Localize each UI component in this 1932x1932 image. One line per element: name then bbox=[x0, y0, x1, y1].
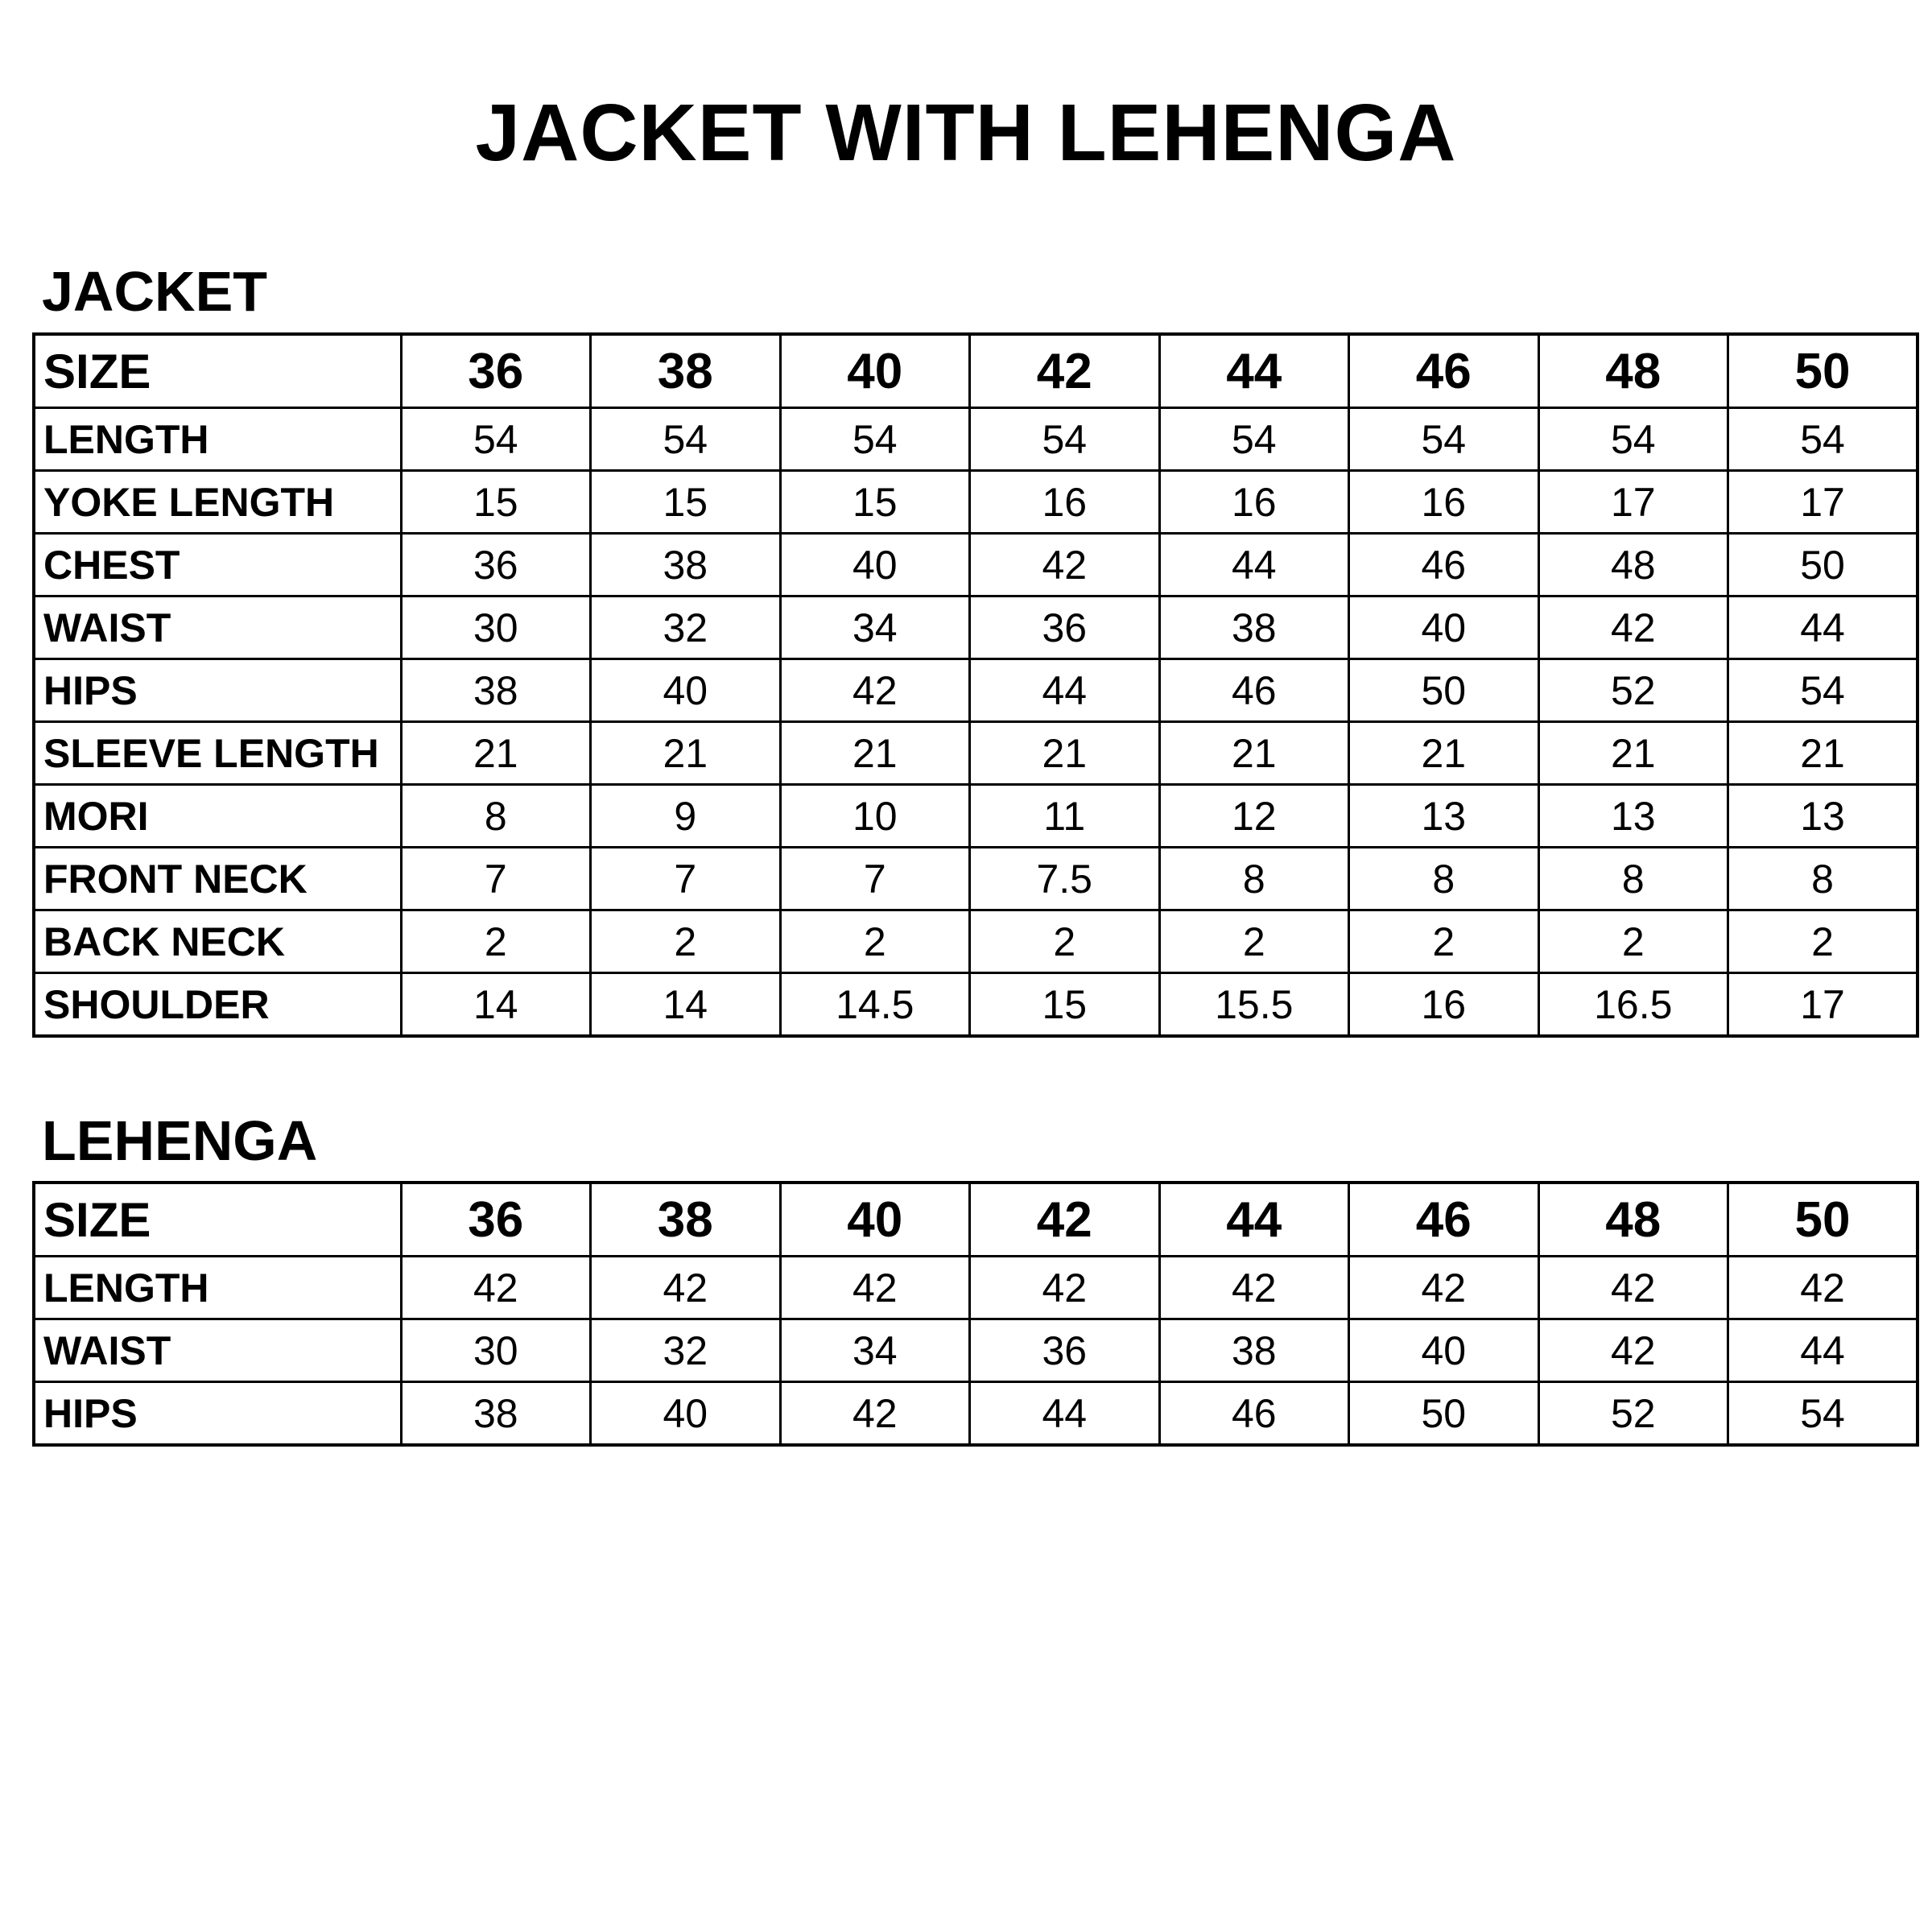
table-cell: 42 bbox=[970, 1257, 1160, 1319]
table-cell: 46 bbox=[1159, 659, 1349, 722]
table-cell: 8 bbox=[1538, 848, 1728, 910]
table-cell: 42 bbox=[780, 659, 970, 722]
table-row bbox=[34, 534, 1918, 597]
table-cell: 2 bbox=[591, 910, 781, 973]
table-cell: 21 bbox=[1159, 722, 1349, 785]
table-cell: 17 bbox=[1538, 471, 1728, 534]
table-cell: 40 bbox=[1349, 597, 1539, 659]
table-header-row bbox=[34, 1183, 1918, 1257]
row-label: MORI bbox=[34, 785, 401, 848]
table-cell: 52 bbox=[1538, 1382, 1728, 1446]
table-cell: 44 bbox=[970, 659, 1160, 722]
table-cell: 42 bbox=[1349, 1257, 1539, 1319]
table-cell: 46 bbox=[1349, 534, 1539, 597]
table-cell: 14.5 bbox=[780, 973, 970, 1037]
table-cell: 8 bbox=[1728, 848, 1918, 910]
table-cell: 42 bbox=[780, 1257, 970, 1319]
table-cell: 14 bbox=[591, 973, 781, 1037]
table-cell: 42 bbox=[1538, 1257, 1728, 1319]
table-cell: 34 bbox=[780, 1319, 970, 1382]
table-cell: 13 bbox=[1538, 785, 1728, 848]
table-cell: 2 bbox=[401, 910, 591, 973]
table-cell: 42 bbox=[1538, 597, 1728, 659]
table-row bbox=[34, 910, 1918, 973]
table-cell: 54 bbox=[1349, 408, 1539, 471]
table-cell: 12 bbox=[1159, 785, 1349, 848]
table-cell: 48 bbox=[1538, 534, 1728, 597]
table-cell: 10 bbox=[780, 785, 970, 848]
table-cell: 2 bbox=[970, 910, 1160, 973]
row-label: HIPS bbox=[34, 659, 401, 722]
table-cell: 8 bbox=[1349, 848, 1539, 910]
table-cell: 21 bbox=[780, 722, 970, 785]
table-cell: 14 bbox=[401, 973, 591, 1037]
table-cell: 44 bbox=[1728, 1319, 1918, 1382]
size-header-cell: 38 bbox=[591, 334, 781, 408]
table-cell: 50 bbox=[1728, 534, 1918, 597]
table-cell: 38 bbox=[401, 659, 591, 722]
table-row bbox=[34, 1382, 1918, 1446]
table-cell: 52 bbox=[1538, 659, 1728, 722]
size-header-cell: 44 bbox=[1159, 1183, 1349, 1257]
size-header-cell: 36 bbox=[401, 1183, 591, 1257]
table-cell: 15 bbox=[591, 471, 781, 534]
table-cell: 38 bbox=[591, 534, 781, 597]
size-header-cell: 42 bbox=[970, 1183, 1160, 1257]
size-header-cell: 50 bbox=[1728, 1183, 1918, 1257]
table-cell: 54 bbox=[780, 408, 970, 471]
table-cell: 42 bbox=[780, 1382, 970, 1446]
table-cell: 7.5 bbox=[970, 848, 1160, 910]
size-header-cell: 48 bbox=[1538, 1183, 1728, 1257]
table-cell: 16 bbox=[1349, 973, 1539, 1037]
size-header-cell: 44 bbox=[1159, 334, 1349, 408]
table-row bbox=[34, 722, 1918, 785]
table-cell: 44 bbox=[1728, 597, 1918, 659]
table-row bbox=[34, 1257, 1918, 1319]
size-header-cell: 40 bbox=[780, 334, 970, 408]
table-cell: 42 bbox=[1728, 1257, 1918, 1319]
table-cell: 8 bbox=[401, 785, 591, 848]
table-cell: 38 bbox=[401, 1382, 591, 1446]
table-cell: 16.5 bbox=[1538, 973, 1728, 1037]
table-cell: 21 bbox=[970, 722, 1160, 785]
table-cell: 54 bbox=[1728, 1382, 1918, 1446]
table-cell: 32 bbox=[591, 1319, 781, 1382]
table-cell: 30 bbox=[401, 1319, 591, 1382]
table-cell: 38 bbox=[1159, 597, 1349, 659]
row-label: FRONT NECK bbox=[34, 848, 401, 910]
table-cell: 54 bbox=[970, 408, 1160, 471]
table-row bbox=[34, 471, 1918, 534]
table-cell: 54 bbox=[1728, 408, 1918, 471]
table-cell: 40 bbox=[591, 659, 781, 722]
table-row bbox=[34, 659, 1918, 722]
table-cell: 2 bbox=[1349, 910, 1539, 973]
table-cell: 7 bbox=[591, 848, 781, 910]
table-row bbox=[34, 597, 1918, 659]
table-row bbox=[34, 848, 1918, 910]
size-header-cell: 42 bbox=[970, 334, 1160, 408]
table-cell: 2 bbox=[1159, 910, 1349, 973]
table-cell: 15.5 bbox=[1159, 973, 1349, 1037]
table-cell: 21 bbox=[1349, 722, 1539, 785]
table-cell: 44 bbox=[970, 1382, 1160, 1446]
row-label: CHEST bbox=[34, 534, 401, 597]
page-title: JACKET WITH LEHENGA bbox=[475, 88, 1457, 178]
table-cell: 15 bbox=[970, 973, 1160, 1037]
row-label: WAIST bbox=[34, 597, 401, 659]
size-header-cell: 38 bbox=[591, 1183, 781, 1257]
row-label: BACK NECK bbox=[34, 910, 401, 973]
table-cell: 54 bbox=[1538, 408, 1728, 471]
table-cell: 34 bbox=[780, 597, 970, 659]
table-cell: 9 bbox=[591, 785, 781, 848]
table-cell: 42 bbox=[1159, 1257, 1349, 1319]
row-label: LENGTH bbox=[34, 408, 401, 471]
size-header-cell: 48 bbox=[1538, 334, 1728, 408]
jacket-section-title: JACKET bbox=[42, 260, 268, 323]
table-cell: 54 bbox=[1728, 659, 1918, 722]
row-label: HIPS bbox=[34, 1382, 401, 1446]
table-cell: 2 bbox=[1538, 910, 1728, 973]
row-label: LENGTH bbox=[34, 1257, 401, 1319]
table-cell: 7 bbox=[780, 848, 970, 910]
table-cell: 2 bbox=[780, 910, 970, 973]
table-cell: 21 bbox=[401, 722, 591, 785]
table-cell: 8 bbox=[1159, 848, 1349, 910]
table-cell: 13 bbox=[1349, 785, 1539, 848]
size-header-label: SIZE bbox=[34, 334, 401, 408]
table-cell: 40 bbox=[1349, 1319, 1539, 1382]
table-cell: 54 bbox=[401, 408, 591, 471]
table-cell: 50 bbox=[1349, 1382, 1539, 1446]
table-cell: 32 bbox=[591, 597, 781, 659]
row-label: YOKE LENGTH bbox=[34, 471, 401, 534]
size-header-cell: 36 bbox=[401, 334, 591, 408]
table-cell: 36 bbox=[401, 534, 591, 597]
table-row bbox=[34, 408, 1918, 471]
table-cell: 16 bbox=[970, 471, 1160, 534]
table-cell: 42 bbox=[591, 1257, 781, 1319]
table-cell: 30 bbox=[401, 597, 591, 659]
table-cell: 40 bbox=[780, 534, 970, 597]
table-cell: 17 bbox=[1728, 973, 1918, 1037]
table-row bbox=[34, 785, 1918, 848]
table-cell: 15 bbox=[780, 471, 970, 534]
row-label: SHOULDER bbox=[34, 973, 401, 1037]
table-cell: 50 bbox=[1349, 659, 1539, 722]
table-cell: 16 bbox=[1159, 471, 1349, 534]
table-cell: 21 bbox=[1538, 722, 1728, 785]
table-cell: 40 bbox=[591, 1382, 781, 1446]
table-row bbox=[34, 1319, 1918, 1382]
table-cell: 15 bbox=[401, 471, 591, 534]
table-cell: 36 bbox=[970, 597, 1160, 659]
size-header-cell: 40 bbox=[780, 1183, 970, 1257]
table-cell: 42 bbox=[401, 1257, 591, 1319]
table-cell: 17 bbox=[1728, 471, 1918, 534]
row-label: SLEEVE LENGTH bbox=[34, 722, 401, 785]
table-cell: 54 bbox=[1159, 408, 1349, 471]
lehenga-section-title: LEHENGA bbox=[42, 1109, 318, 1172]
table-cell: 38 bbox=[1159, 1319, 1349, 1382]
table-cell: 44 bbox=[1159, 534, 1349, 597]
row-label: WAIST bbox=[34, 1319, 401, 1382]
table-cell: 42 bbox=[1538, 1319, 1728, 1382]
size-header-cell: 46 bbox=[1349, 334, 1539, 408]
table-cell: 7 bbox=[401, 848, 591, 910]
size-header-label: SIZE bbox=[34, 1183, 401, 1257]
table-cell: 16 bbox=[1349, 471, 1539, 534]
table-cell: 46 bbox=[1159, 1382, 1349, 1446]
table-header-row bbox=[34, 334, 1918, 408]
table-row bbox=[34, 973, 1918, 1037]
table-cell: 21 bbox=[1728, 722, 1918, 785]
table-cell: 42 bbox=[970, 534, 1160, 597]
table-cell: 13 bbox=[1728, 785, 1918, 848]
jacket-size-table bbox=[32, 332, 1919, 1038]
size-header-cell: 50 bbox=[1728, 334, 1918, 408]
table-cell: 11 bbox=[970, 785, 1160, 848]
table-cell: 36 bbox=[970, 1319, 1160, 1382]
lehenga-size-table bbox=[32, 1181, 1919, 1447]
table-cell: 54 bbox=[591, 408, 781, 471]
size-header-cell: 46 bbox=[1349, 1183, 1539, 1257]
table-cell: 21 bbox=[591, 722, 781, 785]
table-cell: 2 bbox=[1728, 910, 1918, 973]
